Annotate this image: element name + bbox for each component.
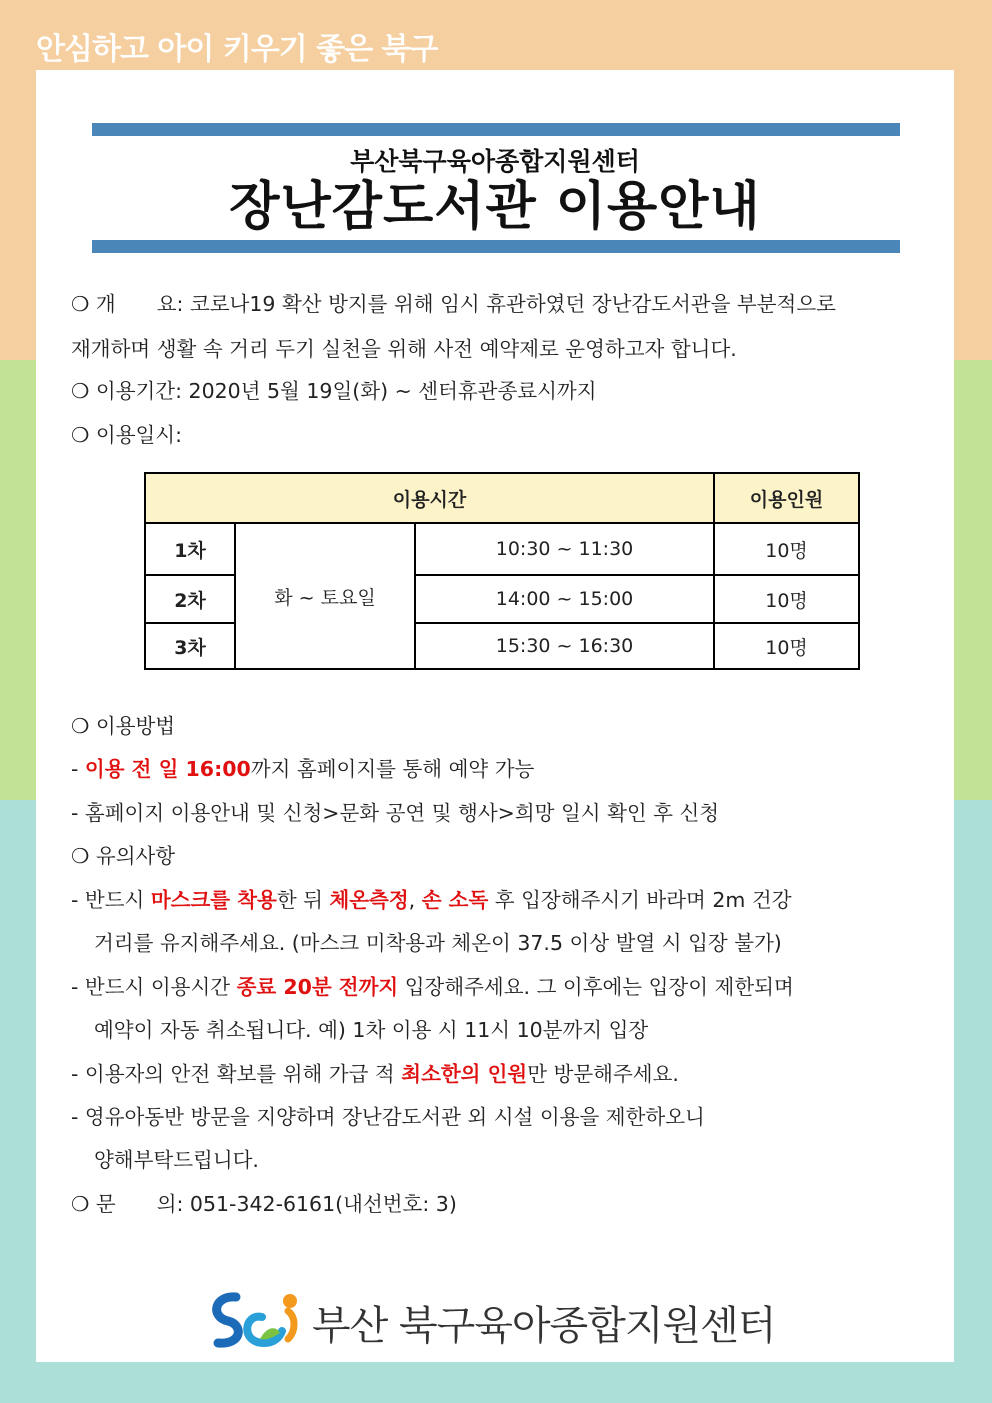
slogan: 안심하고 아이 키우기 좋은 북구 bbox=[36, 32, 438, 67]
round-cell: 3차 bbox=[145, 623, 235, 669]
title-bar-bottom bbox=[92, 240, 900, 253]
people-cell: 10명 bbox=[714, 523, 859, 575]
table-row bbox=[145, 523, 859, 575]
method-line-1 bbox=[71, 754, 534, 784]
method-line-1-text: 까지 홈페이지를 통해 예약 가능 bbox=[250, 757, 535, 781]
note-text: 한 뒤 bbox=[276, 888, 330, 912]
schedule-table bbox=[144, 472, 860, 670]
note-text: 후 입장해주시기 바라며 2m 건강 bbox=[488, 888, 792, 912]
people-cell: 10명 bbox=[714, 575, 859, 623]
highlight-mask: 마스크를 착용 bbox=[150, 888, 277, 912]
dash: - bbox=[71, 757, 85, 781]
highlight-sanitize: 손 소독 bbox=[421, 888, 489, 912]
method-line-2: - 홈페이지 이용안내 및 신청>문화 공연 및 행사>희망 일시 확인 후 신청 bbox=[71, 801, 720, 825]
round-cell: 1차 bbox=[145, 523, 235, 575]
days-cell: 화 ~ 토요일 bbox=[235, 523, 415, 669]
overview-text: 코로나19 확산 방지를 위해 임시 휴관하였던 장난감도서관을 부분적으로 bbox=[189, 292, 836, 316]
table-header-row bbox=[145, 473, 859, 523]
note-text: 만 방문해주세요. bbox=[527, 1062, 679, 1086]
header-time: 이용시간 bbox=[145, 473, 714, 523]
time-cell: 14:00 ~ 15:00 bbox=[415, 575, 714, 623]
note-4-line-1: - 영유아동반 방문을 지양하며 장난감도서관 외 시설 이용을 제한하오니 bbox=[71, 1105, 705, 1129]
logo-emblem-icon bbox=[204, 1287, 304, 1357]
highlight-entry-deadline: 종료 20분 전까지 bbox=[236, 975, 399, 999]
time-cell: 15:30 ~ 16:30 bbox=[415, 623, 714, 669]
note-1-line-1 bbox=[71, 885, 792, 915]
people-cell: 10명 bbox=[714, 623, 859, 669]
center-logo bbox=[204, 1282, 775, 1362]
highlight-temperature: 체온측정 bbox=[329, 888, 409, 912]
highlight-minimum: 최소한의 인원 bbox=[401, 1062, 528, 1086]
notice-paper bbox=[36, 70, 954, 1362]
note-text: 입장해주세요. 그 이후에는 입장이 제한되며 bbox=[398, 975, 794, 999]
highlight-deadline: 이용 전 일 16:00 bbox=[84, 757, 251, 781]
note-text: - 이용자의 안전 확보를 위해 가급 적 bbox=[71, 1062, 402, 1086]
note-2-line-2: 예약이 자동 취소됩니다. 예) 1차 이용 시 11시 10분까지 입장 bbox=[94, 1018, 649, 1042]
note-text: , bbox=[408, 888, 422, 912]
overview-line-1 bbox=[71, 289, 836, 319]
time-cell: 10:30 ~ 11:30 bbox=[415, 523, 714, 575]
note-text: - 반드시 이용시간 bbox=[71, 975, 237, 999]
note-1-line-2: 거리를 유지해주세요. (마스크 미착용과 체온이 37.5 이상 발열 시 입장 불가) bbox=[94, 931, 782, 955]
note-text: - 반드시 bbox=[71, 888, 151, 912]
title-bar-top bbox=[92, 123, 900, 136]
note-4-line-2: 양해부탁드립니다. bbox=[94, 1148, 259, 1172]
logo-text: 부산 북구육아종합지원센터 bbox=[312, 1302, 776, 1349]
period-line: ❍ 이용기간: 2020년 5월 19일(화) ~ 센터휴관종료시까지 bbox=[71, 379, 597, 403]
header-people: 이용인원 bbox=[714, 473, 859, 523]
note-3 bbox=[71, 1059, 679, 1089]
contact-line: ❍ 문 의: 051-342-6161(내선번호: 3) bbox=[71, 1192, 457, 1216]
schedule-label: ❍ 이용일시: bbox=[71, 423, 183, 447]
round-cell: 2차 bbox=[145, 575, 235, 623]
center-name: 부산북구육아종합지원센터 bbox=[350, 147, 640, 176]
method-label: ❍ 이용방법 bbox=[71, 714, 176, 738]
overview-line-2: 재개하며 생활 속 거리 두기 실천을 위해 사전 예약제로 운영하고자 합니다. bbox=[71, 337, 737, 361]
notes-label: ❍ 유의사항 bbox=[71, 844, 176, 868]
page-title: 장난감도서관 이용안내 bbox=[229, 177, 761, 237]
overview-label: ❍ 개 요: bbox=[71, 292, 190, 316]
note-2-line-1 bbox=[71, 972, 794, 1002]
